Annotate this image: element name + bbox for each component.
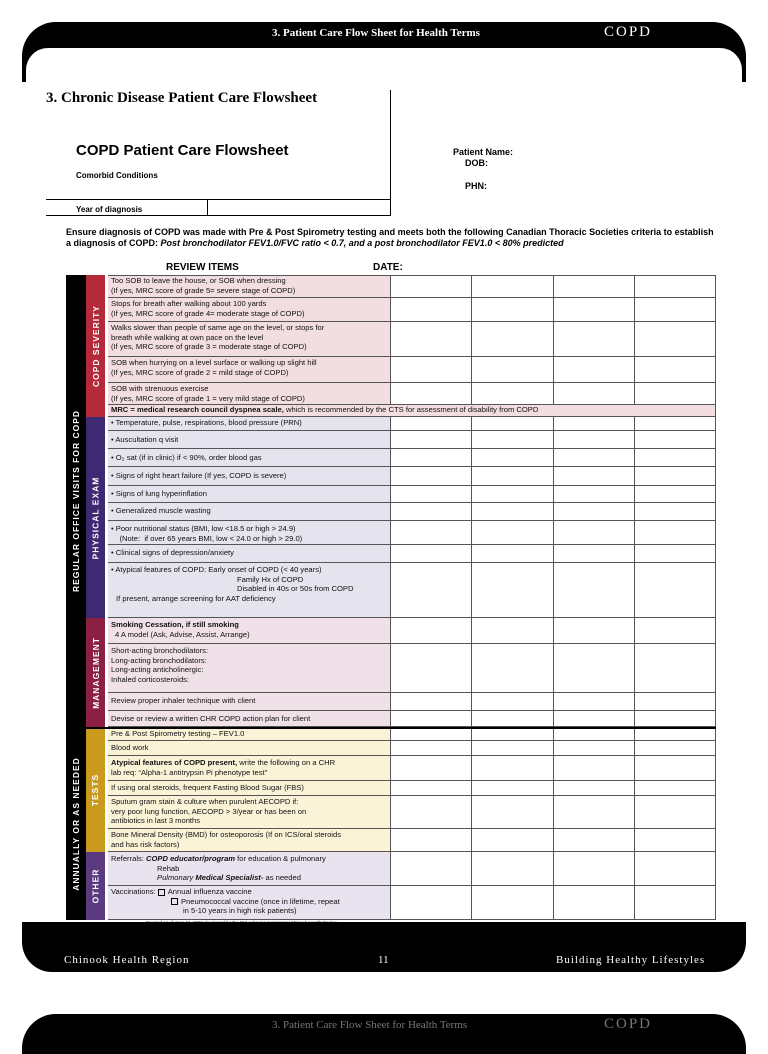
date-cell[interactable] (635, 521, 716, 545)
tests-row (108, 741, 391, 756)
row-note: (If yes, MRC score of grade 2 = mild stage of COPD) (111, 367, 289, 377)
regular-visits-label: REGULAR OFFICE VISITS FOR COPD (71, 409, 81, 593)
row-text: Blood work (111, 743, 149, 752)
severity-label: COPD SEVERITY (90, 305, 101, 387)
date-cell[interactable] (391, 781, 472, 796)
date-cell[interactable] (635, 886, 716, 920)
date-cell[interactable] (391, 563, 472, 618)
phn-label: PHN: (465, 181, 487, 191)
date-cell[interactable] (554, 796, 635, 829)
row-text: If using oral steroids, frequent Fasting Blood Sugar (FBS) (111, 783, 304, 792)
date-cell[interactable] (391, 886, 472, 920)
row-text: SOB with strenuous exercise (111, 384, 209, 393)
row-note: (If yes, MRC score of grade 1 = very mild stage of COPD) (111, 393, 305, 403)
tests-label: TESTS (90, 773, 101, 806)
date-cell[interactable] (391, 417, 472, 431)
date-cell[interactable] (635, 711, 716, 727)
date-cell[interactable] (635, 618, 716, 644)
date-cell[interactable] (635, 467, 716, 486)
row-text: • Auscultation q visit (111, 435, 179, 444)
date-cell[interactable] (635, 417, 716, 431)
patient-name-label: Patient Name: (453, 147, 514, 157)
date-cell[interactable] (472, 503, 554, 521)
row-text: • Atypical features of COPD: Early onset of COPD (< 40 years) (111, 565, 322, 574)
date-cell[interactable] (635, 644, 716, 693)
mrc-note (108, 405, 716, 417)
date-cell[interactable] (554, 521, 635, 545)
physical-exam-bar (86, 417, 105, 618)
date-cell[interactable] (554, 431, 635, 449)
mrc-rest: which is recommended by the CTS for assessment of disability from COPD (283, 405, 539, 414)
date-cell[interactable] (554, 383, 635, 405)
date-cell[interactable] (635, 741, 716, 756)
date-header: DATE: (373, 262, 403, 273)
date-cell[interactable] (554, 618, 635, 644)
row-text: Pneumococcal vaccine (once in lifetime, repeat (181, 896, 340, 906)
row-text: • Temperature, pulse, respirations, blood pressure (PRN) (111, 418, 302, 427)
date-cell[interactable] (391, 796, 472, 829)
severity-row (108, 383, 391, 405)
date-cell[interactable] (472, 618, 554, 644)
date-cell[interactable] (391, 545, 472, 563)
date-cell[interactable] (472, 741, 554, 756)
vaccinations-row (108, 886, 391, 920)
row-note: (If yes, MRC score of grade 5= severe stage of COPD) (111, 285, 296, 295)
row-text: • Generalized muscle wasting (111, 506, 211, 515)
divider (46, 199, 390, 200)
date-cell[interactable] (635, 298, 716, 322)
date-cell[interactable] (472, 545, 554, 563)
row-text: Rehab (157, 863, 180, 873)
divider (46, 215, 390, 216)
tests-row (108, 781, 391, 796)
date-cell[interactable] (635, 449, 716, 467)
date-cell[interactable] (635, 357, 716, 383)
row-text: Devise or review a written CHR COPD action plan for client (111, 714, 311, 723)
management-row (108, 618, 391, 644)
header-right: COPD (604, 24, 653, 40)
date-cell[interactable] (472, 322, 554, 357)
date-cell[interactable] (635, 852, 716, 886)
date-cell[interactable] (391, 711, 472, 727)
date-cell[interactable] (472, 563, 554, 618)
form-title: COPD Patient Care Flowsheet (76, 142, 289, 159)
date-cell[interactable] (472, 693, 554, 711)
physical-exam-label: PHYSICAL EXAM (90, 476, 101, 559)
row-text: Annual influenza vaccine (167, 887, 252, 896)
date-cell[interactable] (635, 322, 716, 357)
row-text: Bone Mineral Density (BMD) for osteoporosis (If on ICS/oral steroids (111, 830, 342, 839)
date-cell[interactable] (391, 756, 472, 781)
date-cell[interactable] (472, 275, 554, 298)
row-text: as needed (263, 873, 301, 882)
date-cell[interactable] (554, 781, 635, 796)
date-cell[interactable] (635, 563, 716, 618)
date-cell[interactable] (635, 383, 716, 405)
date-cell[interactable] (635, 796, 716, 829)
date-cell[interactable] (554, 503, 635, 521)
row-text: Pulmonary (157, 873, 196, 882)
table-top-border (108, 275, 716, 276)
severity-row (108, 322, 391, 357)
review-items-header: REVIEW ITEMS (166, 262, 239, 273)
management-row (108, 693, 391, 711)
date-cell[interactable] (554, 357, 635, 383)
date-cell[interactable] (391, 521, 472, 545)
date-cell[interactable] (554, 693, 635, 711)
date-cell[interactable] (554, 275, 635, 298)
date-cell[interactable] (472, 852, 554, 886)
date-cell[interactable] (554, 741, 635, 756)
severity-bar (86, 275, 105, 417)
date-cell[interactable] (391, 741, 472, 756)
date-cell[interactable] (472, 796, 554, 829)
row-text: write the following on a CHR (237, 758, 336, 767)
date-cell[interactable] (554, 829, 635, 852)
date-cell[interactable] (554, 298, 635, 322)
row-text: • Signs of right heart failure (If yes, COPD is severe) (111, 471, 287, 480)
date-cell[interactable] (391, 431, 472, 449)
physical-row (108, 545, 391, 563)
footer-left: Chinook Health Region (64, 954, 190, 966)
row-text: Short-acting bronchodilators: (111, 646, 209, 655)
divider (207, 199, 208, 216)
tests-row (108, 829, 391, 852)
row-text: If present, arrange screening for AAT deficiency (116, 593, 276, 603)
date-cell[interactable] (391, 486, 472, 503)
row-text: Walks slower than people of same age on the level, or stops for (111, 323, 325, 332)
date-cell[interactable] (554, 711, 635, 727)
date-cell[interactable] (472, 357, 554, 383)
date-cell[interactable] (391, 298, 472, 322)
date-cell[interactable] (635, 756, 716, 781)
row-text: Referrals: (111, 854, 147, 863)
date-cell[interactable] (472, 729, 554, 741)
date-cell[interactable] (391, 644, 472, 693)
row-text: • O₂ sat (if in clinic) if < 90%, order blood gas (111, 453, 262, 462)
annually-bar (66, 727, 86, 920)
physical-row (108, 449, 391, 467)
date-cell[interactable] (554, 563, 635, 618)
physical-row (108, 467, 391, 486)
diagnosis-text: Ensure diagnosis of COPD was made with Pre & Post Spirometry testing and meets both the following Canadian Thoracic Societies criteria to establish a diagnosis of COPD: (66, 227, 714, 248)
dob-label: DOB: (465, 158, 488, 168)
date-cell[interactable] (554, 545, 635, 563)
management-label: MANAGEMENT (90, 636, 101, 709)
date-cell[interactable] (472, 886, 554, 920)
date-cell[interactable] (472, 486, 554, 503)
row-text: antibiotics in last 3 months (111, 816, 201, 825)
row-text: lab req: “Alpha-1 antitrypsin Pi phenotype test” (111, 767, 268, 777)
date-cell[interactable] (554, 486, 635, 503)
date-cell[interactable] (391, 503, 472, 521)
severity-row (108, 275, 391, 298)
date-cell[interactable] (391, 449, 472, 467)
date-cell[interactable] (472, 829, 554, 852)
date-cell[interactable] (554, 449, 635, 467)
physical-row (108, 417, 391, 431)
management-bar (86, 618, 105, 727)
date-cell[interactable] (554, 467, 635, 486)
diagnosis-criteria: Post bronchodilator FEV1.0/FVC ratio < 0.7, and a post bronchodilator FEV1.0 < 80% predicted (160, 238, 564, 248)
row-note: (Note: if over 65 years BMI, low < 24.0 or high > 29.0) (111, 533, 303, 543)
severity-row (108, 298, 391, 322)
annually-label: ANNUALLY OR AS NEEDED (71, 756, 82, 891)
row-text: • Clinical signs of depression/anxiety (111, 548, 234, 557)
row-text: Stops for breath after walking about 100 yards (111, 299, 267, 308)
date-cell[interactable] (391, 322, 472, 357)
date-cell[interactable] (391, 693, 472, 711)
date-cell[interactable] (554, 886, 635, 920)
date-cell[interactable] (635, 503, 716, 521)
other-label: OTHER (90, 868, 101, 904)
date-cell[interactable] (472, 756, 554, 781)
row-text: • Signs of lung hyperinflation (111, 489, 207, 498)
date-cell[interactable] (554, 417, 635, 431)
tests-bar (86, 727, 105, 852)
severity-row (108, 357, 391, 383)
physical-row (108, 486, 391, 503)
row-text: very poor lung function, AECOPD > 3/year or has been on (111, 806, 307, 816)
row-text: Long-acting bronchodilators: (111, 655, 207, 665)
management-row (108, 711, 391, 727)
row-text: Disabled in 40s or 50s from COPD (237, 584, 354, 593)
date-cell[interactable] (391, 829, 472, 852)
date-cell[interactable] (635, 829, 716, 852)
header-title: 3. Patient Care Flow Sheet for Health Terms (272, 27, 480, 39)
checkbox[interactable] (171, 898, 178, 905)
row-text: Review proper inhaler technique with client (111, 696, 256, 705)
mrc-bold: MRC = medical research council dyspnea scale, (111, 405, 284, 414)
page-number: 11 (378, 954, 389, 966)
date-cell[interactable] (472, 644, 554, 693)
row-bold: Medical Specialist- (195, 873, 264, 882)
row-text: SOB when hurrying on a level surface or walking up slight hill (111, 358, 317, 367)
date-cell[interactable] (391, 729, 472, 741)
date-cell[interactable] (472, 781, 554, 796)
divider (390, 90, 391, 216)
date-cell[interactable] (635, 729, 716, 741)
date-cell[interactable] (391, 852, 472, 886)
date-cell[interactable] (472, 521, 554, 545)
date-cell[interactable] (391, 618, 472, 644)
comorbid-label: Comorbid Conditions (76, 171, 158, 180)
other-bar (86, 852, 105, 920)
date-cell[interactable] (554, 756, 635, 781)
row-note: (If yes, MRC score of grade 4= moderate stage of COPD) (111, 308, 305, 318)
physical-row (108, 503, 391, 521)
date-cell[interactable] (635, 486, 716, 503)
date-cell[interactable] (635, 431, 716, 449)
date-cell[interactable] (472, 417, 554, 431)
date-cell[interactable] (472, 383, 554, 405)
year-label: Year of diagnosis (76, 205, 143, 214)
row-note: (If yes, MRC score of grade 3 = moderate stage of COPD) (111, 342, 307, 351)
row-text: Family Hx of COPD (237, 574, 304, 584)
row-text: Smoking Cessation, if still smoking (111, 620, 239, 629)
regular-visits-bar (66, 275, 86, 727)
row-text: • Poor nutritional status (BMI, low <18.5 or high > 24.9) (111, 524, 296, 533)
date-cell[interactable] (472, 298, 554, 322)
date-cell[interactable] (635, 693, 716, 711)
row-text: Too SOB to leave the house, or SOB when dressing (111, 276, 286, 285)
referrals-row (108, 852, 391, 886)
date-cell[interactable] (554, 322, 635, 357)
row-text: Inhaled corticosteroids: (111, 674, 190, 684)
management-row (108, 644, 391, 693)
date-cell[interactable] (554, 852, 635, 886)
row-text: breath while walking at own pace on the level (111, 332, 264, 342)
next-page-right: COPD (604, 1016, 653, 1032)
diagnosis-note (66, 227, 716, 249)
tests-row (108, 756, 391, 781)
tests-row (108, 796, 391, 829)
date-cell[interactable] (391, 275, 472, 298)
row-text: Vaccinations: (111, 887, 156, 896)
physical-row (108, 431, 391, 449)
row-bold: COPD educator/program (146, 854, 236, 863)
row-text: Sputum gram stain & culture when purulent AECOPD if: (111, 797, 299, 806)
date-cell[interactable] (554, 644, 635, 693)
row-bold: Atypical features of COPD present, (111, 758, 238, 767)
checkbox[interactable] (158, 889, 165, 896)
row-text: in 5-10 years in high risk patients) (183, 906, 297, 915)
date-cell[interactable] (391, 467, 472, 486)
date-cell[interactable] (472, 711, 554, 727)
physical-row (108, 563, 391, 618)
tests-row (108, 729, 391, 741)
date-cell[interactable] (635, 781, 716, 796)
date-cell[interactable] (472, 449, 554, 467)
flowsheet-table (66, 275, 716, 920)
section-title: 3. Chronic Disease Patient Care Flowsheet (46, 90, 318, 106)
date-cell[interactable] (472, 467, 554, 486)
footer-right: Building Healthy Lifestyles (556, 954, 706, 966)
date-cell[interactable] (635, 545, 716, 563)
row-text: Pre & Post Spirometry testing – FEV1.0 (111, 729, 245, 738)
physical-row (108, 521, 391, 545)
date-cell[interactable] (554, 729, 635, 741)
row-text: and has risk factors) (111, 839, 180, 849)
date-cell[interactable] (472, 431, 554, 449)
row-text: for education & pulmonary (235, 854, 326, 863)
row-text: Long-acting anticholinergic: (111, 665, 204, 674)
next-page-title: 3. Patient Care Flow Sheet for Health Terms (272, 1019, 468, 1031)
date-cell[interactable] (391, 357, 472, 383)
date-cell[interactable] (391, 383, 472, 405)
row-text: 4 A model (Ask, Advise, Assist, Arrange) (115, 629, 250, 639)
date-cell[interactable] (635, 275, 716, 298)
